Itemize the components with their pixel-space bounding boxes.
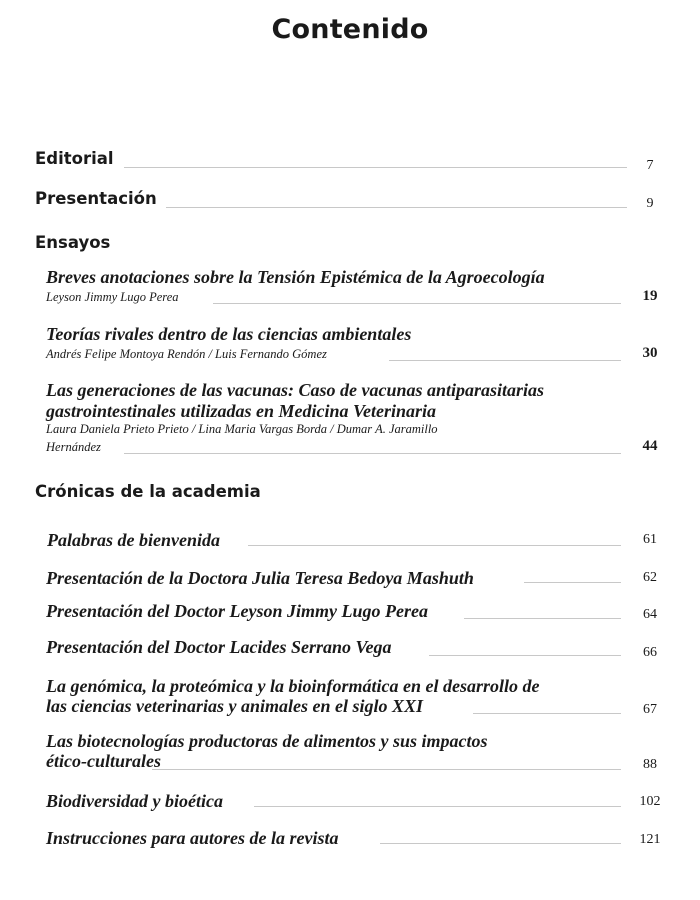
page-number: 19 (642, 288, 658, 304)
article-title: Presentación del Doctor Leyson Jimmy Lugo Perea (46, 601, 428, 621)
leader-line (524, 582, 621, 583)
article-authors-line-2: Hernández (46, 440, 101, 454)
page-number: 9 (646, 196, 654, 211)
article-title-line-1: Las biotecnologías productoras de alimentos y sus impactos (46, 731, 488, 751)
section-heading-editorial: Editorial (35, 149, 114, 168)
article-authors: Andrés Felipe Montoya Rendón / Luis Fernando Gómez (46, 347, 327, 361)
leader-line (213, 303, 621, 304)
leader-line (152, 769, 621, 770)
leader-line (473, 713, 621, 714)
section-heading-presentacion: Presentación (35, 189, 157, 208)
article-title: Breves anotaciones sobre la Tensión Epistémica de la Agroecología (46, 267, 545, 287)
page-number: 88 (643, 757, 657, 772)
leader-line (248, 545, 621, 546)
page-number: 64 (643, 607, 657, 622)
leader-line (166, 207, 627, 208)
leader-line (429, 655, 621, 656)
section-heading-ensayos: Ensayos (35, 233, 111, 252)
page-number: 61 (643, 532, 657, 547)
article-title: Presentación de la Doctora Julia Teresa Bedoya Mashuth (46, 568, 474, 588)
leader-line (124, 453, 621, 454)
page-title: Contenido (271, 14, 429, 45)
page-number: 30 (642, 345, 658, 361)
article-title: Presentación del Doctor Lacides Serrano Vega (46, 637, 392, 657)
leader-line (389, 360, 621, 361)
article-title-line-2: ético-culturales (46, 751, 161, 771)
page-number: 7 (646, 158, 654, 173)
leader-line (254, 806, 621, 807)
article-title: Teorías rivales dentro de las ciencias ambientales (46, 324, 412, 344)
article-title-line-2: gastrointestinales utilizadas en Medicina Veterinaria (46, 401, 437, 421)
article-title-line-2: las ciencias veterinarias y animales en el siglo XXI (46, 696, 423, 716)
article-title-line-1: La genómica, la proteómica y la bioinformática en el desarrollo de (46, 676, 540, 696)
section-heading-cronicas: Crónicas de la academia (35, 482, 261, 501)
page-number: 102 (639, 794, 661, 809)
article-title-line-1: Las generaciones de las vacunas: Caso de vacunas antiparasitarias (46, 380, 545, 400)
article-title: Instrucciones para autores de la revista (46, 828, 339, 848)
page-number: 67 (643, 702, 657, 717)
article-authors: Leyson Jimmy Lugo Perea (46, 290, 179, 304)
page-number: 121 (639, 832, 661, 847)
leader-line (380, 843, 621, 844)
page-number: 44 (642, 438, 658, 454)
article-authors-line-1: Laura Daniela Prieto Prieto / Lina Maria Vargas Borda / Dumar A. Jaramillo (46, 422, 438, 436)
leader-line (464, 618, 621, 619)
leader-line (124, 167, 627, 168)
article-title: Biodiversidad y bioética (46, 791, 223, 811)
article-title: Palabras de bienvenida (47, 530, 220, 550)
page-number: 62 (643, 570, 657, 585)
page-number: 66 (643, 645, 657, 660)
